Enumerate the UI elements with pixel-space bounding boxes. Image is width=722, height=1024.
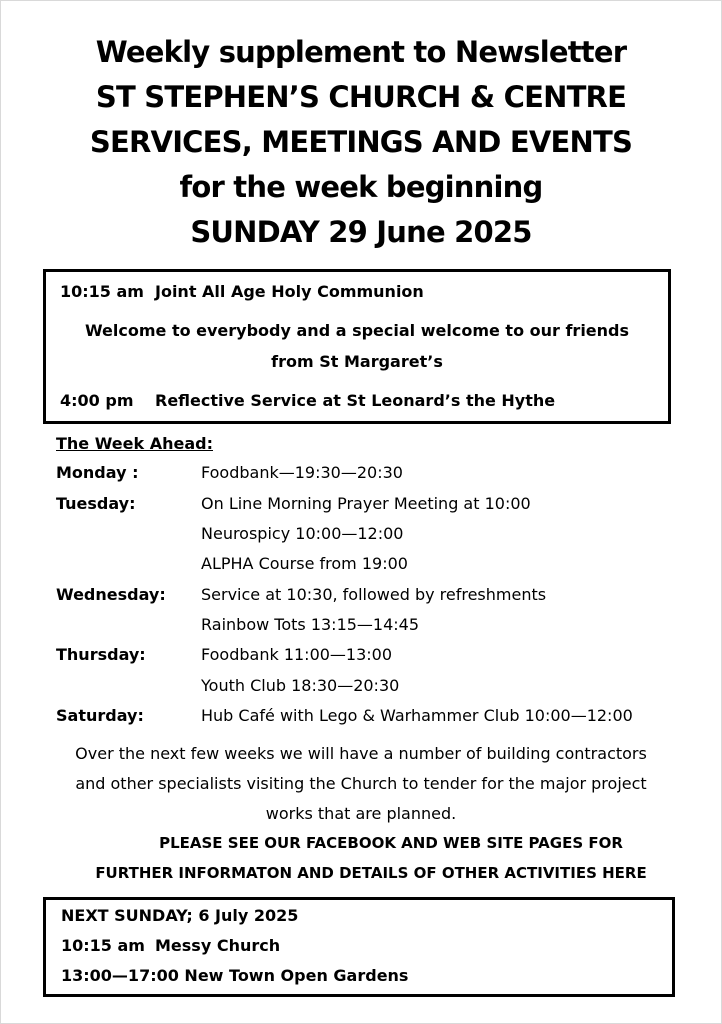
- schedule-item: On Line Morning Prayer Meeting at 10:00: [201, 494, 531, 513]
- notice-line-3: works that are planned.: [265, 804, 457, 823]
- welcome-line-1: Welcome to everybody and a special welcome to our friends: [84, 321, 630, 340]
- day-saturday: Saturday:: [56, 706, 144, 725]
- notice-line-2: and other specialists visiting the Church to tender for the major project: [75, 774, 647, 793]
- day-thursday: Thursday:: [56, 645, 146, 664]
- title-line-2: ST STEPHEN’S CHURCH & CENTRE: [95, 80, 627, 114]
- day-monday: Monday :: [56, 463, 139, 482]
- day-wednesday: Wednesday:: [56, 585, 166, 604]
- welcome-line-2: from St Margaret’s: [271, 352, 443, 371]
- next-event2: 13:00—17:00 New Town Open Gardens: [61, 966, 409, 985]
- day-tuesday: Tuesday:: [56, 494, 136, 513]
- schedule-item: Youth Club 18:30—20:30: [201, 676, 400, 695]
- notice-line-1: Over the next few weeks we will have a number of building contractors: [75, 744, 647, 763]
- title-line-4: for the week beginning: [179, 170, 543, 204]
- next-sunday-heading: NEXT SUNDAY; 6 July 2025: [61, 906, 299, 925]
- schedule-item: Hub Café with Lego & Warhammer Club 10:00—12:00: [201, 706, 633, 725]
- cta-line-2: FURTHER INFORMATON AND DETAILS OF OTHER ACTIVITIES HERE: [95, 864, 647, 882]
- cta-line-1: PLEASE SEE OUR FACEBOOK AND WEB SITE PAGES FOR: [159, 834, 623, 852]
- schedule-item: Neurospicy 10:00—12:00: [201, 524, 404, 543]
- next-event1-title: Messy Church: [155, 936, 281, 955]
- page-title: [0, 30, 722, 255]
- service1-title: Joint All Age Holy Communion: [155, 282, 424, 301]
- next-event1-time: 10:15 am: [61, 936, 145, 955]
- schedule-item: Rainbow Tots 13:15—14:45: [201, 615, 420, 634]
- title-line-1: Weekly supplement to Newsletter: [95, 35, 627, 69]
- schedule-item: ALPHA Course from 19:00: [201, 554, 408, 573]
- schedule-item: Foodbank 11:00—13:00: [201, 645, 393, 664]
- title-line-5: SUNDAY 29 June 2025: [190, 215, 532, 249]
- title-line-3: SERVICES, MEETINGS AND EVENTS: [89, 125, 633, 159]
- schedule-item: Service at 10:30, followed by refreshments: [201, 585, 547, 604]
- week-ahead-heading: The Week Ahead:: [56, 434, 213, 453]
- service1-time: 10:15 am: [60, 282, 144, 301]
- service2-title: Reflective Service at St Leonard’s the Hythe: [155, 391, 556, 410]
- schedule-item: Foodbank—19:30—20:30: [201, 463, 403, 482]
- service2-time: 4:00 pm: [60, 391, 134, 410]
